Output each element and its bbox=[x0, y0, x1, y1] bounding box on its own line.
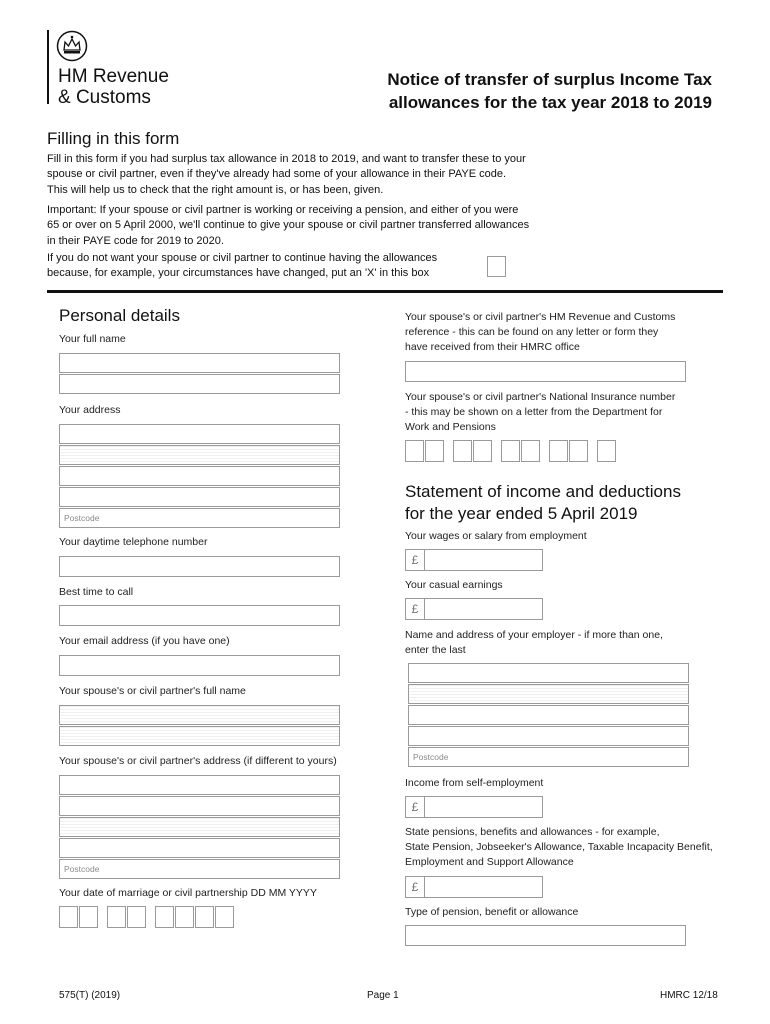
intro-text: If you do not want your spouse or civil partner to continue having the allowances bbox=[47, 252, 438, 264]
title-line-1: Notice of transfer of surplus Income Tax bbox=[387, 70, 712, 89]
form-code: 575(T) (2019) bbox=[59, 990, 121, 1001]
label-text: Your spouse's or civil partner's National Insurance number bbox=[405, 391, 676, 403]
address-input-1[interactable] bbox=[59, 424, 340, 444]
date-cell[interactable] bbox=[127, 906, 146, 928]
intro-text: Important: If your spouse or civil partner is working or receiving a pension, and either of you were bbox=[47, 204, 519, 216]
best-time-label: Best time to call bbox=[59, 586, 134, 598]
nino-cell[interactable] bbox=[453, 440, 472, 462]
intro-para-1 bbox=[47, 152, 607, 198]
date-cell[interactable] bbox=[107, 906, 126, 928]
spouse-address-input-4[interactable] bbox=[59, 838, 340, 858]
hmrc-logo bbox=[58, 66, 169, 108]
spouse-name-label: Your spouse's or civil partner's full name bbox=[59, 685, 246, 697]
casual-input[interactable] bbox=[405, 598, 543, 620]
hmrc-ref-label bbox=[405, 310, 725, 355]
nino-cell[interactable] bbox=[597, 440, 616, 462]
postcode-placeholder: Postcode bbox=[64, 513, 100, 523]
wages-label: Your wages or salary from employment bbox=[405, 530, 587, 542]
page-number: Page 1 bbox=[367, 990, 399, 1001]
logo-line-1: HM Revenue bbox=[58, 66, 169, 87]
employer-label bbox=[405, 628, 663, 658]
date-cell[interactable] bbox=[195, 906, 214, 928]
pound-sign: £ bbox=[406, 877, 425, 897]
intro-heading: Filling in this form bbox=[47, 129, 180, 148]
intro-para-3 bbox=[47, 251, 607, 282]
nino-cell[interactable] bbox=[405, 440, 424, 462]
date-cell[interactable] bbox=[59, 906, 78, 928]
address-field bbox=[59, 423, 340, 528]
label-text: reference - this can be found on any letter or form they bbox=[405, 326, 659, 338]
email-input[interactable] bbox=[59, 655, 340, 676]
nino-cell[interactable] bbox=[473, 440, 492, 462]
heading-line: for the year ended 5 April 2019 bbox=[405, 504, 638, 523]
spouse-name-input-1[interactable] bbox=[59, 705, 340, 725]
crown-crest-icon bbox=[56, 30, 88, 62]
pension-type-input[interactable] bbox=[405, 925, 686, 946]
casual-label: Your casual earnings bbox=[405, 579, 503, 591]
marriage-date-field bbox=[59, 906, 235, 933]
intro-text: because, for example, your circumstances have changed, put an 'X' in this box bbox=[47, 267, 430, 280]
self-emp-input[interactable] bbox=[405, 796, 543, 818]
form-version: HMRC 12/18 bbox=[660, 990, 718, 1001]
label-text: Name and address of your employer - if more than one, bbox=[405, 629, 663, 641]
nino-cell[interactable] bbox=[549, 440, 568, 462]
label-text: Your spouse's or civil partner's HM Revenue and Customs bbox=[405, 311, 676, 323]
personal-heading: Personal details bbox=[59, 306, 180, 325]
date-cell[interactable] bbox=[79, 906, 98, 928]
full-name-field bbox=[59, 352, 340, 394]
postcode-placeholder: Postcode bbox=[64, 864, 100, 874]
address-input-2[interactable] bbox=[59, 445, 340, 465]
intro-para-2 bbox=[47, 203, 607, 249]
spouse-postcode-input[interactable] bbox=[59, 859, 340, 879]
hmrc-ref-input[interactable] bbox=[405, 361, 686, 382]
full-name-input-2[interactable] bbox=[59, 374, 340, 394]
nino-field bbox=[405, 440, 617, 467]
best-time-input[interactable] bbox=[59, 605, 340, 626]
nino-cell[interactable] bbox=[501, 440, 520, 462]
employer-input-3[interactable] bbox=[408, 705, 689, 725]
spouse-name-input-2[interactable] bbox=[59, 726, 340, 746]
date-cell[interactable] bbox=[215, 906, 234, 928]
pension-type-label: Type of pension, benefit or allowance bbox=[405, 906, 579, 918]
label-text: Work and Pensions bbox=[405, 421, 496, 433]
label-text: enter the last bbox=[405, 644, 466, 656]
spouse-name-field bbox=[59, 704, 340, 746]
address-input-4[interactable] bbox=[59, 487, 340, 507]
pound-sign: £ bbox=[406, 550, 425, 570]
nino-cell[interactable] bbox=[569, 440, 588, 462]
employer-input-1[interactable] bbox=[408, 663, 689, 683]
title-line-2: allowances for the tax year 2018 to 2019 bbox=[388, 93, 712, 112]
intro-text: in their PAYE code for 2019 to 2020. bbox=[47, 234, 224, 247]
self-emp-label: Income from self-employment bbox=[405, 777, 544, 789]
full-name-input-1[interactable] bbox=[59, 353, 340, 373]
pound-sign: £ bbox=[406, 797, 425, 817]
address-input-3[interactable] bbox=[59, 466, 340, 486]
spouse-address-label: Your spouse's or civil partner's address (if different to yours) bbox=[59, 755, 337, 767]
heading-line: Statement of income and deductions bbox=[405, 482, 681, 501]
employer-postcode-input[interactable] bbox=[408, 747, 689, 767]
pensions-input[interactable] bbox=[405, 876, 543, 898]
date-cell[interactable] bbox=[175, 906, 194, 928]
label-text: - this may be shown on a letter from the Department for bbox=[405, 406, 663, 418]
form-title bbox=[320, 68, 712, 114]
email-label: Your email address (if you have one) bbox=[59, 635, 230, 647]
spouse-address-input-2[interactable] bbox=[59, 796, 340, 816]
postcode-placeholder: Postcode bbox=[413, 752, 449, 762]
phone-label: Your daytime telephone number bbox=[59, 536, 208, 548]
section-divider bbox=[47, 290, 723, 293]
logo-bar bbox=[47, 30, 49, 104]
wages-input[interactable] bbox=[405, 549, 543, 571]
pensions-label bbox=[405, 825, 735, 870]
employer-input-4[interactable] bbox=[408, 726, 689, 746]
marriage-date-label: Your date of marriage or civil partnership DD MM YYYY bbox=[59, 887, 317, 899]
spouse-address-field bbox=[59, 774, 340, 879]
full-name-label: Your full name bbox=[59, 333, 126, 345]
address-postcode-input[interactable] bbox=[59, 508, 340, 528]
employer-field bbox=[408, 662, 689, 767]
intro-text: This will help us to check that the right amount is, or has been, given. bbox=[47, 183, 384, 196]
nino-cell[interactable] bbox=[521, 440, 540, 462]
address-label: Your address bbox=[59, 404, 121, 416]
phone-input[interactable] bbox=[59, 556, 340, 577]
date-cell[interactable] bbox=[155, 906, 174, 928]
spouse-address-input-3[interactable] bbox=[59, 817, 340, 837]
intro-text: spouse or civil partner, even if they've already had some of your allowance in their PAYE code. bbox=[47, 168, 507, 181]
label-text: Employment and Support Allowance bbox=[405, 856, 574, 868]
opt-out-checkbox[interactable] bbox=[487, 256, 506, 277]
employer-input-2[interactable] bbox=[408, 684, 689, 704]
logo-line-2: & Customs bbox=[58, 87, 151, 108]
label-text: State Pension, Jobseeker's Allowance, Taxable Incapacity Benefit, bbox=[405, 841, 713, 853]
statement-heading bbox=[405, 481, 681, 525]
nino-label bbox=[405, 390, 725, 435]
nino-cell[interactable] bbox=[425, 440, 444, 462]
label-text: have received from their HMRC office bbox=[405, 341, 580, 353]
spouse-address-input-1[interactable] bbox=[59, 775, 340, 795]
intro-text: 65 or over on 5 April 2000, we'll continue to give your spouse or civil partner transferred allowances bbox=[47, 219, 530, 232]
label-text: State pensions, benefits and allowances - for example, bbox=[405, 826, 660, 838]
intro-text: Fill in this form if you had surplus tax allowance in 2018 to 2019, and want to transfer these to your bbox=[47, 153, 526, 165]
pound-sign: £ bbox=[406, 599, 425, 619]
